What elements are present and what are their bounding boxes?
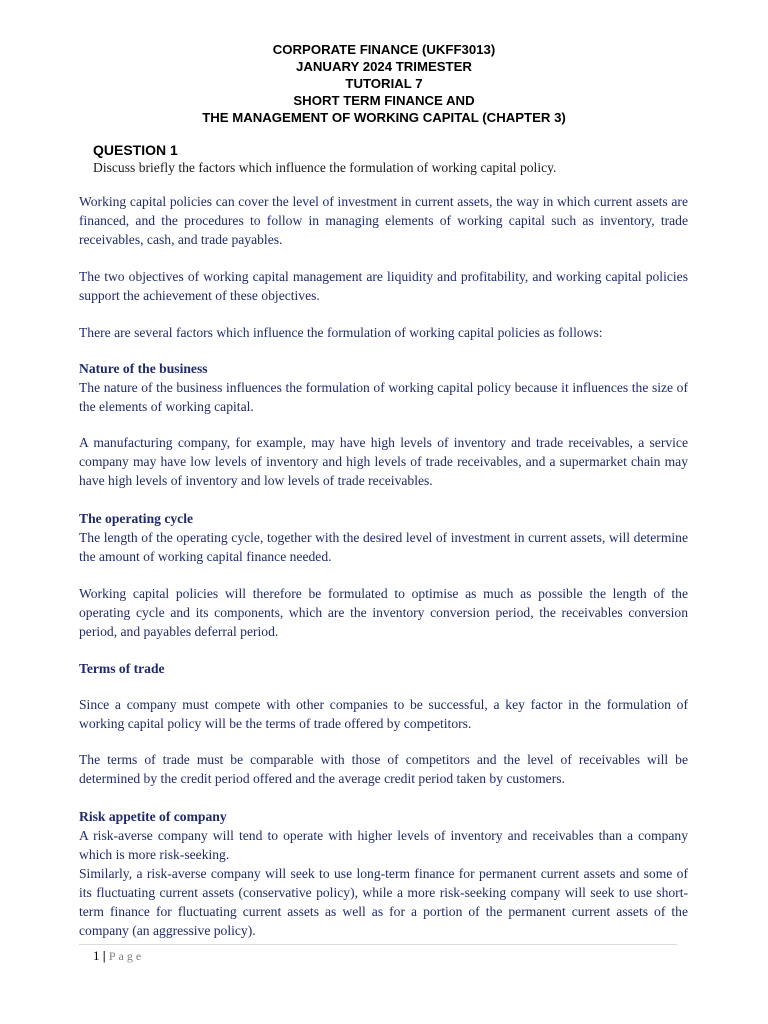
tutorial-topic-line1: SHORT TERM FINANCE AND <box>293 93 475 108</box>
nature-paragraph-1: The nature of the business influences the formulation of working capital policy because it influences the size of the elements of working capital. <box>79 380 688 414</box>
question-heading: QUESTION 1 <box>93 142 178 158</box>
document-term: JANUARY 2024 TRIMESTER <box>296 59 472 74</box>
page-number: 1 <box>93 948 100 963</box>
footer-separator: | <box>102 948 106 963</box>
cycle-paragraph-1: The length of the operating cycle, together with the desired level of investment in current assets, will determine the amount of working capital finance needed. <box>79 530 688 564</box>
cycle-paragraph-2: Working capital policies will therefore be formulated to optimise as much as possible the length of the operating cycle and its components, which are the inventory conversion period, the receivables conversion period, and payables deferral period. <box>79 586 688 639</box>
answer-paragraph-2: The two objectives of working capital management are liquidity and profitability, and working capital policies support the achievement of these objectives. <box>79 269 688 303</box>
tutorial-number: TUTORIAL 7 <box>345 76 423 91</box>
risk-paragraph-2: Similarly, a risk-averse company will seek to use long-term finance for permanent current assets and some of its fluctuating current assets (conservative policy), while a more risk-seeking company will seek to use short-term finance for fluctuating current assets as well as for a portion of the permanent current assets of the company (an aggressive policy). <box>79 866 688 938</box>
page-footer <box>93 948 144 964</box>
section-heading-nature: Nature of the business <box>79 361 208 376</box>
tutorial-topic-line2: THE MANAGEMENT OF WORKING CAPITAL (CHAPTER 3) <box>202 110 566 125</box>
section-heading-operating-cycle: The operating cycle <box>79 511 194 526</box>
section-heading-terms: Terms of trade <box>79 661 165 676</box>
footer-divider <box>79 944 677 945</box>
question-prompt: Discuss briefly the factors which influence the formulation of working capital policy. <box>93 160 557 175</box>
terms-paragraph-2: The terms of trade must be comparable with those of competitors and the level of receivables will be determined by the credit period offered and the average credit period taken by customers. <box>79 752 688 786</box>
answer-paragraph-3: There are several factors which influence the formulation of working capital policies as follows: <box>79 325 603 340</box>
risk-paragraph-1: A risk-averse company will tend to operate with higher levels of inventory and receivables than a company which is more risk-seeking. <box>79 828 688 862</box>
nature-paragraph-2: A manufacturing company, for example, may have high levels of inventory and trade receivables, a service company may have low levels of inventory and high levels of trade receivables, and a supermarket chain may have high levels of inventory and low levels of trade receivables. <box>79 435 688 488</box>
answer-paragraph-1: Working capital policies can cover the level of investment in current assets, the way in which current assets are financed, and the procedures to follow in managing elements of working capital such as inventory, trade receivables, cash, and trade payables. <box>79 194 688 247</box>
terms-paragraph-1: Since a company must compete with other companies to be successful, a key factor in the formulation of working capital policy will be the terms of trade offered by competitors. <box>79 697 688 731</box>
section-heading-risk: Risk appetite of company <box>79 809 227 824</box>
document-title: CORPORATE FINANCE (UKFF3013) <box>272 42 496 57</box>
page-label: Page <box>108 949 145 963</box>
